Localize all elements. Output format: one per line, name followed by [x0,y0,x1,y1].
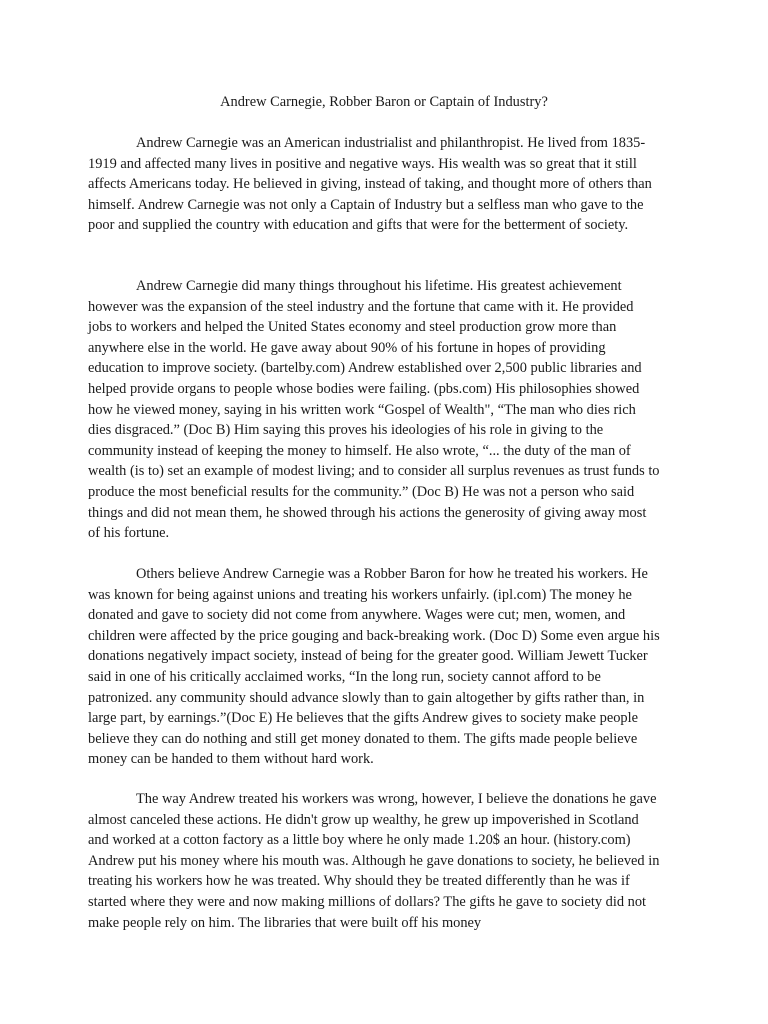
paragraph-robber-baron: Others believe Andrew Carnegie was a Robber Baron for how he treated his workers. He was known for being against unions and treating his workers unfairly. (ipl.com) The money he donated and gave to society did not come from anywhere. Wages were cut; men, women, and children were affected by the price gouging and back-breaking work. (Doc D) Some even argue his donations negatively impact society, instead of being for the greater good. William Jewett Tucker said in one of his critically acclaimed works, “In the long run, society cannot afford to be patronized. any community should advance slowly than to gain altogether by gifts rather than, in large part, by earnings.”(Doc E) He believes that the gifts Andrew gives to society make people believe they can do nothing and still get money donated to them. The gifts made people believe money can be handed to them without hard work. [88,566,660,768]
paragraph-conclusion: The way Andrew treated his workers was wrong, however, I believe the donations he gave almost canceled these actions. He didn't grow up wealthy, he grew up impoverished in Scotland and worked at a cotton factory as a little boy where he only made 1.20$ an hour. (history.com) Andrew put his money where his mouth was. Although he gave donations to society, he believed in treating his workers how he was treated. Why should they be treated differently than he was if started where they were and now making millions of dollars? The gifts he gave to society did not make people rely on him. The libraries that were built off his money [88,791,660,931]
document-title: Andrew Carnegie, Robber Baron or Captain of Industry? [220,94,548,110]
paragraph-achievements: Andrew Carnegie did many things throughout his lifetime. His greatest achievement however was the expansion of the steel industry and the fortune that came with it. He provided jobs to workers and helped the United States economy and steel production grow more than anywhere else in the world. He gave away about 90% of his fortune in hopes of providing education to improve society. (bartelby.com) Andrew established over 2,500 public libraries and helped provide organs to people whose bodies were failing. (pbs.com) His philosophies showed how he viewed money, saying in his written work “Gospel of Wealth", “The man who dies rich dies disgraced.” (Doc B) Him saying this proves his ideologies of his role in giving to the community instead of keeping the money to himself. He also wrote, “... the duty of the man of wealth (is to) set an example of modest living; and to consider all surplus revenues as trust funds to produce the most beneficial results for the community.” (Doc B) He was not a person who said things and did not mean them, he showed through his actions the generosity of giving away most of his fortune. [88,278,660,542]
paragraph-intro: Andrew Carnegie was an American industrialist and philanthropist. He lived from 1835-1919 and affected many lives in positive and negative ways. His wealth was so great that it still affects Americans today. He believed in giving, instead of taking, and thought more of others than himself. Andrew Carnegie was not only a Captain of Industry but a selfless man who gave to the poor and supplied the country with education and gifts that were for the betterment of society. [88,135,652,234]
